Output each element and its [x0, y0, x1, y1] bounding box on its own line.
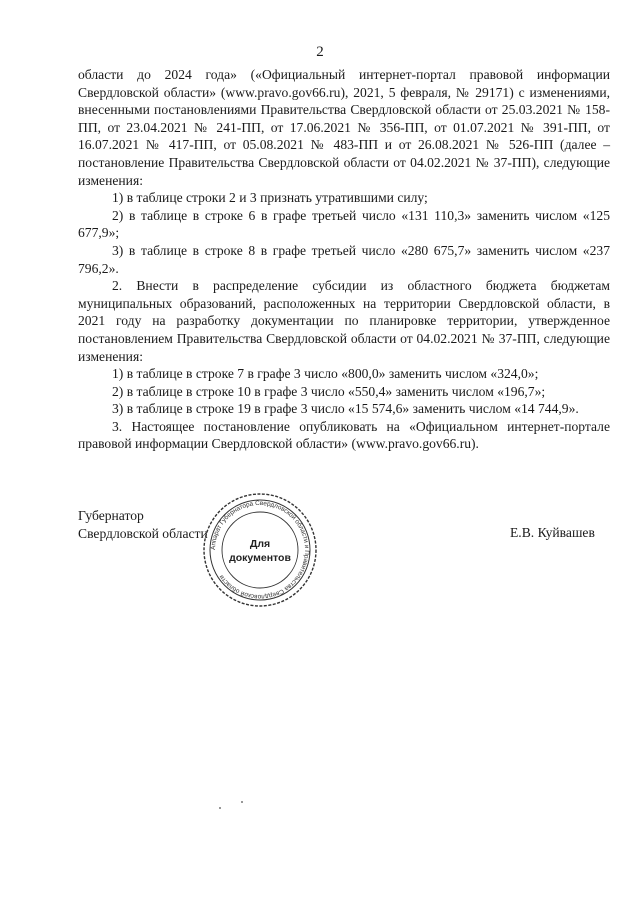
list-item: 2) в таблице в строке 10 в графе 3 число «550,4» заменить числом «196,7»;: [112, 383, 546, 399]
stamp-ring-text: Аппарат Губернатора Свердловской области и Правительства Свердловской области: [209, 499, 311, 601]
list-item: 2) в таблице в строке 6 в графе третьей число «131 110,3» заменить числом «125 677,9»;: [78, 207, 610, 241]
section-2-paragraph: 2. Внести в распределение субсидии из областного бюджета бюджетам муниципальных образований, расположенных на территории Свердловской области, в 2021 году на разработку документации по планировке территории, утвержденное постановлением Правительства Свердловской области от 04.02.2021 № 37-ПП, следующие изменения:: [78, 278, 610, 364]
stamp-graphic: [200, 490, 320, 610]
signatory-name: Е.В. Куйвашев: [510, 525, 595, 540]
intro-paragraph: области до 2024 года» («Официальный интернет-портал правовой информации Свердловской области» (www.pravo.gov66.ru), 2021, 5 февраля, № 29171) с изменениями, внесенными постановлениями Правительства Свердловской области от 25.03.2021 № 158-ПП, от 23.04.2021 № 241-ПП, от 17.06.2021 № 356-ПП, от 01.07.2021 № 391-ПП, от 16.07.2021 № 417-ПП, от 05.08.2021 № 483-ПП и от 26.08.2021 № 526-ПП (далее – постановление Правительства Свердловской области от 04.02.2021 № 37-ПП), следующие изменения:: [78, 67, 610, 188]
official-stamp: [200, 490, 320, 610]
list-item: 1) в таблице строки 2 и 3 признать утратившими силу;: [112, 190, 428, 206]
scan-speck: [241, 801, 243, 803]
signatory-title: [78, 507, 208, 543]
list-item: 1) в таблице в строке 7 в графе 3 число «800,0» заменить числом «324,0»;: [112, 366, 539, 382]
stamp-text-line: документов: [229, 552, 291, 564]
signatory-title-line: Свердловской области: [78, 526, 208, 541]
signatory-title-line: Губернатор: [78, 508, 144, 523]
list-item: 3) в таблице в строке 19 в графе 3 число «15 574,6» заменить числом «14 744,9».: [112, 401, 579, 417]
document-body: [78, 66, 610, 453]
section-3-paragraph: 3. Настоящее постановление опубликовать на «Официальном интернет-портале правовой информации Свердловской области» (www.pravo.gov66.ru).: [78, 418, 610, 452]
scan-speck: [219, 807, 221, 809]
list-item: 3) в таблице в строке 8 в графе третьей число «280 675,7» заменить числом «237 796,2».: [78, 242, 610, 276]
stamp-text-line: Для: [249, 538, 271, 550]
page-number: 2: [316, 44, 324, 60]
